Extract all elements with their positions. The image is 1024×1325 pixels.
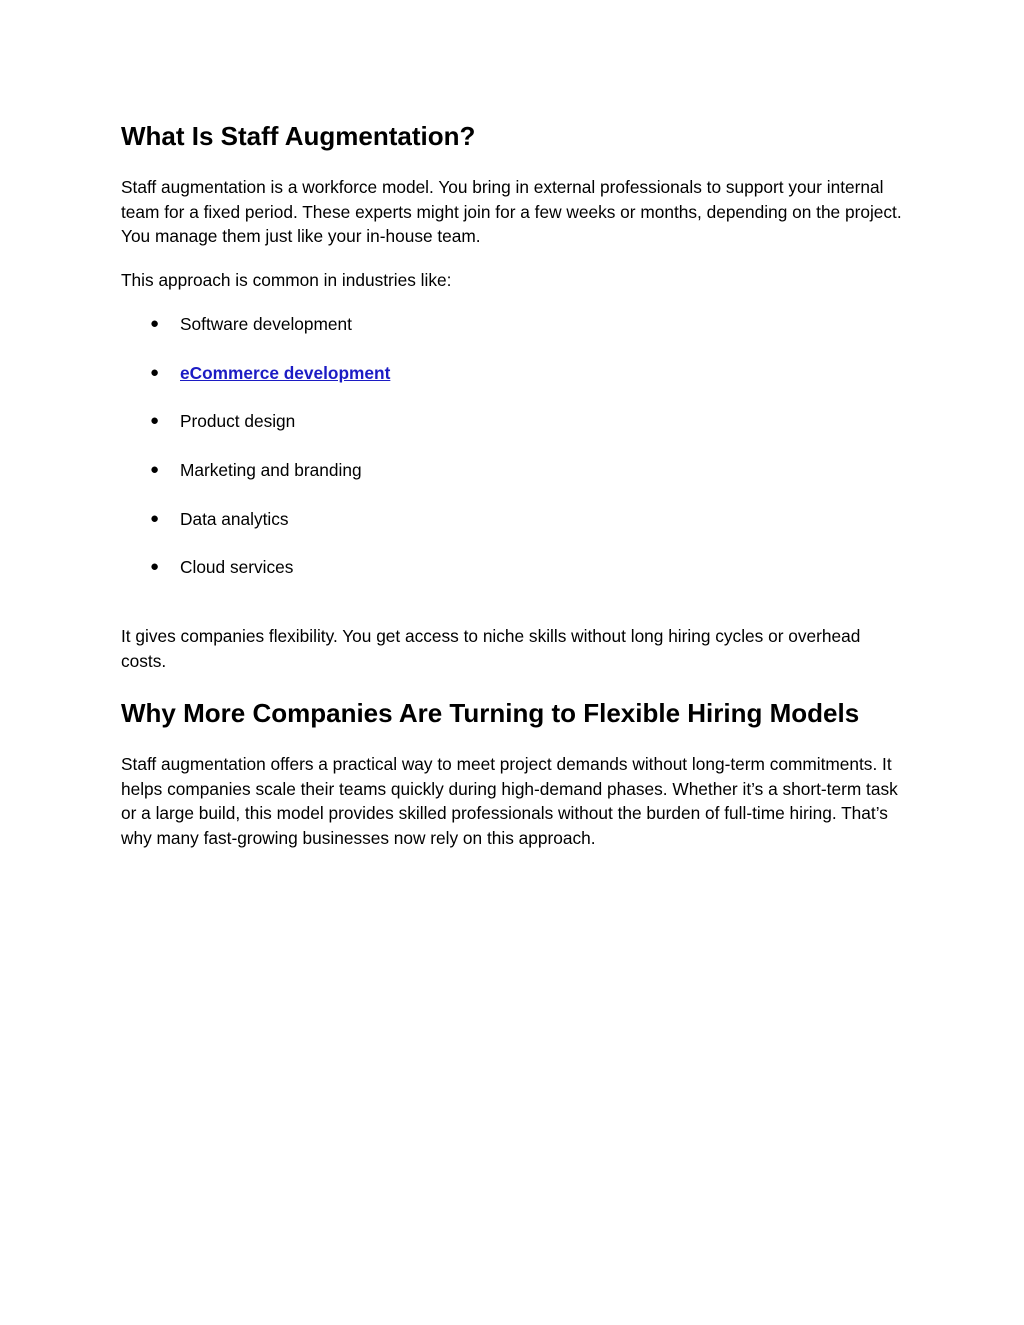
- bullet-icon: ●: [150, 412, 160, 430]
- list-item-label: Software development: [180, 314, 352, 334]
- list-item: [121, 407, 821, 456]
- list-item: [121, 456, 821, 505]
- bullet-icon: ●: [150, 363, 160, 381]
- bullet-icon: ●: [150, 558, 160, 576]
- list-item-label: Product design: [180, 411, 296, 432]
- list-item-label: Marketing and branding: [180, 460, 362, 481]
- paragraph-industries-lead: This approach is common in industries like:: [121, 270, 452, 290]
- bullet-icon: ●: [150, 509, 160, 527]
- paragraph-flexibility: It gives companies flexibility. You get access to niche skills without long hiring cycles or overhead costs.: [121, 626, 861, 671]
- bullet-icon: ●: [150, 315, 160, 332]
- heading-why-flexible-hiring: Why More Companies Are Turning to Flexible Hiring Models: [121, 698, 860, 728]
- heading-what-is-staff-augmentation: What Is Staff Augmentation?: [121, 121, 476, 151]
- paragraph-intro: Staff augmentation is a workforce model. You bring in external professionals to support your internal team for a fixed period. These experts might join for a few weeks or months, depending on the project. You manage them just like your in-house team.: [121, 177, 902, 246]
- list-item-label: Data analytics: [180, 508, 289, 529]
- list-item: [121, 553, 821, 602]
- list-item: [121, 359, 821, 408]
- list-item: [121, 310, 821, 359]
- paragraph-why: Staff augmentation offers a practical way to meet project demands without long-term commitments. It helps companies scale their teams quickly during high-demand phases. Whether it’s a short-term task or a large build, this model provides skilled professionals without the burden of full-time hiring. That’s why many fast-growing businesses now rely on this approach.: [121, 754, 898, 848]
- industries-list: [121, 310, 821, 602]
- list-item: [121, 505, 821, 554]
- ecommerce-development-link[interactable]: eCommerce development: [180, 362, 391, 383]
- list-item-label: Cloud services: [180, 557, 294, 578]
- bullet-icon: ●: [150, 461, 160, 479]
